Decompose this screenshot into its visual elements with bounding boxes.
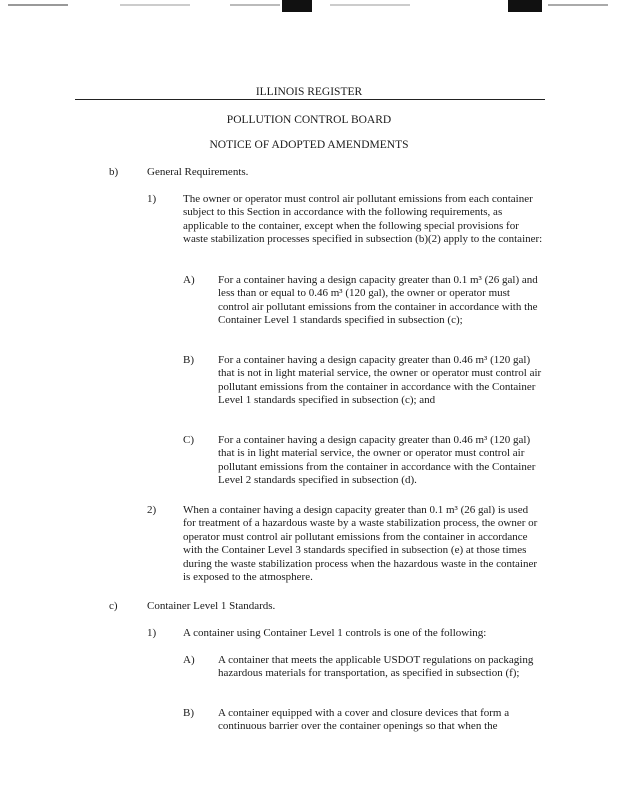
section-c-title: Container Level 1 Standards. (147, 600, 276, 612)
b1-label: 1) (147, 193, 157, 205)
header-rule (75, 99, 545, 100)
section-c-label: c) (109, 600, 118, 612)
scan-artifact-strip (0, 0, 618, 14)
b1A-text: For a container having a design capacity greater than 0.1 m³ (26 gal) and less than or equal to 0.46 m³ (120 gal), the owner or operator must control air pollutant emissions from the container in accordance with the Container Level 1 standards specified in subsection (c); (218, 274, 538, 327)
b2-text: When a container having a design capacity greater than 0.1 m³ (26 gal) is used for treatment of a hazardous waste by a waste stabilization process, the owner or operator must control air pollutant emissions from the container in accordance with the Container Level 3 standards specified in subsection (e) at those times during the waste stabilization process when the hazardous waste in the container is exposed to the atmosphere. (183, 504, 538, 584)
b2-label: 2) (147, 504, 157, 516)
section-b-title: General Requirements. (147, 166, 249, 178)
c1-text: A container using Container Level 1 controls is one of the following: (183, 627, 487, 639)
c1A-text: A container that meets the applicable USDOT regulations on packaging hazardous materials for transportation, as specified in subsection (f); (218, 654, 534, 680)
notice-heading: NOTICE OF ADOPTED AMENDMENTS (209, 139, 409, 151)
section-b-label: b) (109, 166, 119, 178)
register-heading: ILLINOIS REGISTER (255, 86, 363, 98)
c1B-text: A container equipped with a cover and closure devices that form a continuous barrier over the container openings so that when the (218, 707, 510, 733)
c1A-label: A) (183, 654, 195, 666)
b1C-label: C) (183, 434, 194, 446)
c1B-label: B) (183, 707, 194, 719)
board-heading: POLLUTION CONTROL BOARD (226, 114, 392, 126)
c1-label: 1) (147, 627, 157, 639)
b1A-label: A) (183, 274, 195, 286)
b1B-text: For a container having a design capacity greater than 0.46 m³ (120 gal) that is not in light material service, the owner or operator must control air pollutant emissions from the container in accordance with the Container Level 1 standards specified in subsection (c); and (218, 354, 542, 407)
b1-text: The owner or operator must control air pollutant emissions from each container subject to this Section in accordance with the following requirements, as applicable to the container, except when the following special provisions for waste stabilization processes specified in subsection (b)(2) apply to the container: (183, 193, 543, 246)
b1B-label: B) (183, 354, 194, 366)
b1C-text: For a container having a design capacity greater than 0.46 m³ (120 gal) that is in light material service, the owner or operator must control air pollutant emissions from the container in accordance with the Container Level 2 standards specified in subsection (d). (218, 434, 536, 487)
